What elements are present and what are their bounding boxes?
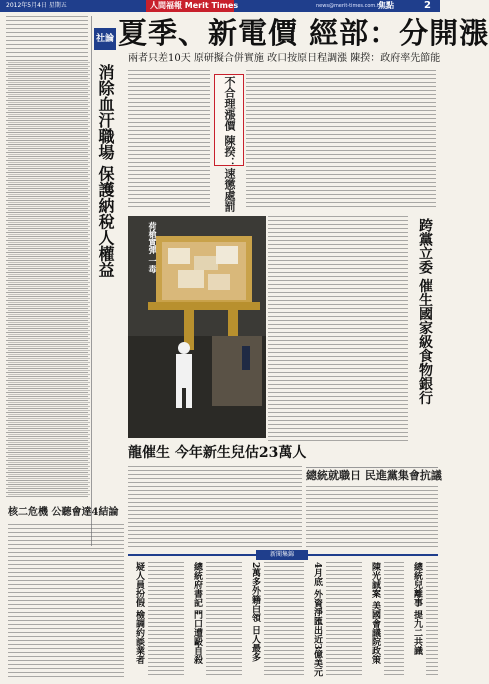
story-text-column-1 <box>128 70 210 210</box>
brief-headline-5: 陳光誠案 美國會議院政策 <box>370 562 380 665</box>
dpp-headline: 總統就職日 民進黨集會抗議 <box>306 469 442 482</box>
story-text-column-3 <box>268 216 408 442</box>
right-headline: 跨黨立委 催生國家級食物銀行 <box>417 218 433 405</box>
nuclear-story-text <box>8 524 124 678</box>
brief-text-1 <box>148 562 184 678</box>
brief-text-4 <box>326 562 362 678</box>
brief-headline-1: 疑人員扮假 檢調約談業者 <box>134 562 144 665</box>
photo-caption: 荷槍實彈 一毒 <box>148 222 158 273</box>
nuclear-headline: 核二危機 公聽會達4結論 <box>8 507 119 518</box>
brief-text-6 <box>426 562 438 678</box>
brief-headline-2: 總統府書記 門口遭毆自殺 <box>192 562 202 665</box>
story-text-column-2 <box>246 70 436 210</box>
section-name: 焦點 <box>378 1 394 10</box>
column-rule <box>91 16 92 546</box>
brief-text-3 <box>264 562 304 678</box>
contact-url: news@merit-times.com.tw <box>316 3 383 9</box>
brief-headline-3: 2萬多外籍白領 日人最多 <box>250 562 260 662</box>
brief-text-2 <box>206 562 242 678</box>
birth-headline: 龍催生 今年新生兒估23萬人 <box>128 445 307 461</box>
sidebar-title: 不合理漲價 陳揆：速懲處罰 <box>223 76 236 212</box>
brief-text-5 <box>384 562 404 678</box>
brief-headline-6: 總統兒離事 提九二共識 <box>412 562 422 656</box>
main-subhead: 兩者只差10天 原研擬合併實施 改口按原日程調漲 陳揆：政府率先節能 <box>128 53 441 64</box>
page-number: 2 <box>424 0 431 11</box>
issue-date: 2012年5月4日 星期五 <box>6 2 67 9</box>
briefs-label: 新聞集錦 <box>256 550 308 560</box>
brief-headline-4: 4月底 外資淨匯出近3億美元 <box>312 562 322 677</box>
newspaper-logo: 人間福報 Merit Times <box>146 0 234 12</box>
editorial-body <box>8 62 90 498</box>
editorial-title: 消除血汗職場 保護納稅人權益 <box>96 64 115 278</box>
main-headline: 夏季、新電價 經部：分開漲 <box>118 16 489 50</box>
editorial-badge: 社論 <box>94 28 116 50</box>
dpp-story-text <box>306 486 438 548</box>
birth-story-text <box>128 466 302 548</box>
